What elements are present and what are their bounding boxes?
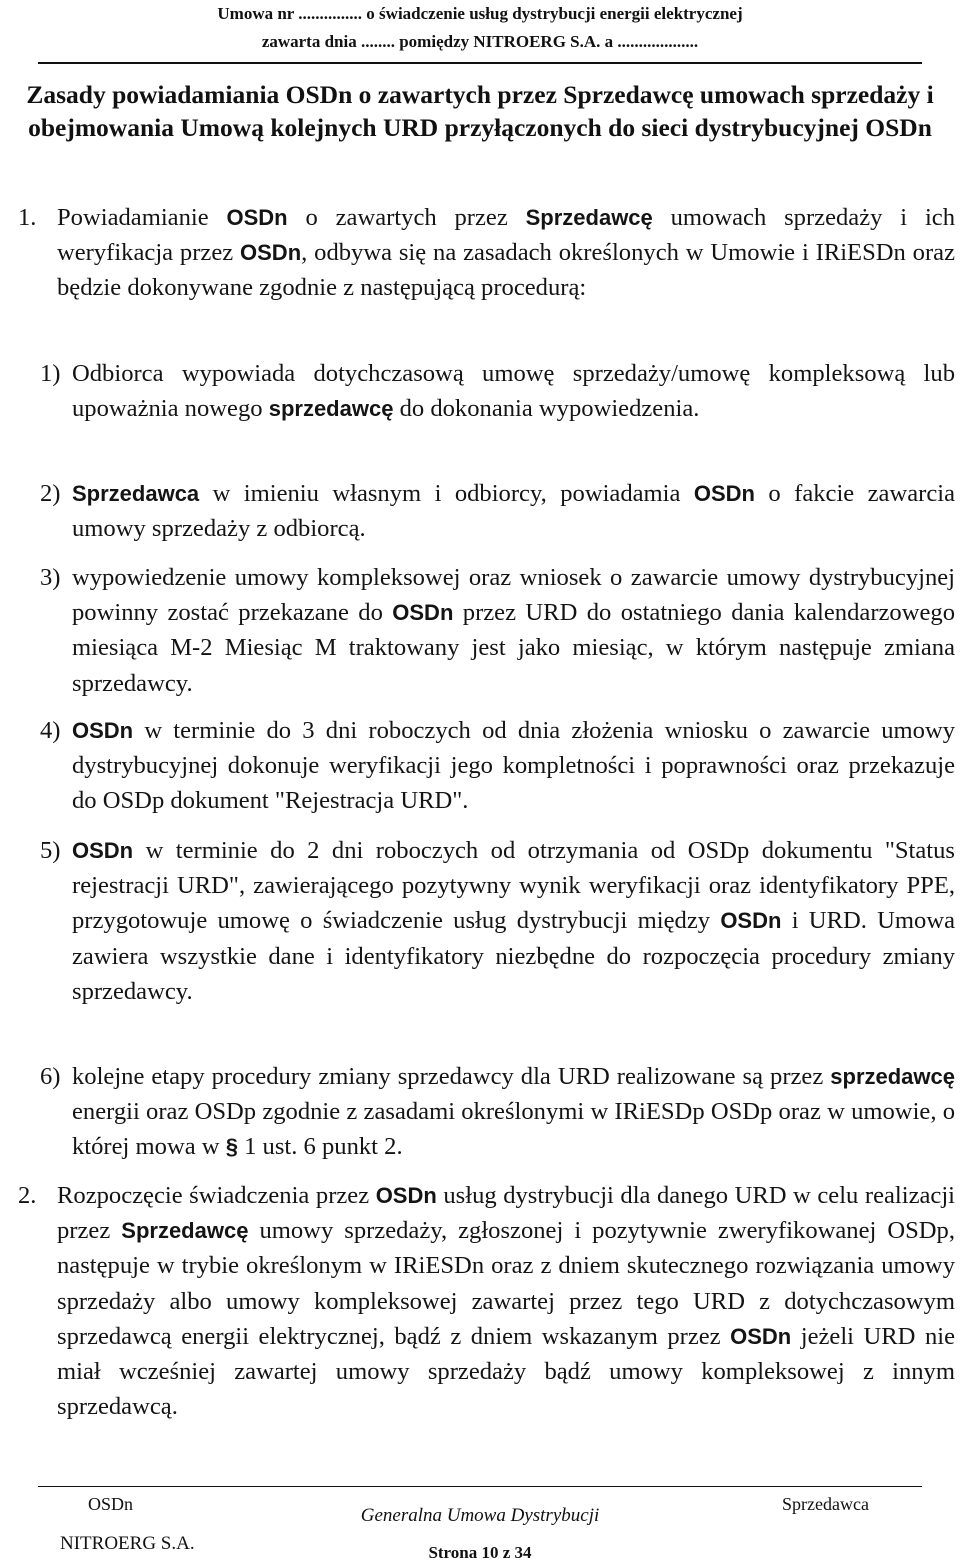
item-6-text: kolejne etapy procedury zmiany sprzedawcy dla URD realizowane są przez sprzedawcę energii oraz OSDp zgodnie z zasadami określonymi w IRiESDp OSDp oraz w umowie, o której mowa w § 1 ust. 6 punkt 2. [72, 1063, 955, 1161]
header-divider [38, 62, 922, 64]
item-5-label: 5) [40, 837, 61, 864]
item-3-label: 3) [40, 564, 61, 591]
item-3-text: wypowiedzenie umowy kompleksowej oraz wniosek o zawarcie umowy dystrybucyjnej powinny zostać przekazane do OSDn przez URD do ostatniego dania kalendarzowego miesiąca M-2 Miesiąc M traktowany jest jako miesiąc, w którym następuje zmiana sprzedawcy. [72, 564, 955, 697]
paragraph-sign: § [225, 1134, 238, 1160]
item-2-text: Sprzedawca w imieniu własnym i odbiorcy, powiadamia OSDn o fakcie zawarcia umowy sprzedaży z odbiorcą. [72, 480, 955, 543]
footer-right-role: Sprzedawca [782, 1494, 869, 1514]
item-5-text: OSDn w terminie do 2 dni roboczych od otrzymania od OSDp dokumentu "Status rejestracji URD", zawierającego pozytywny wynik weryfikacji oraz identyfikatory PPE, przygotowuje umowę o świadczenie usług dystrybucji między OSDn i URD. Umowa zawiera wszystkie dane i identyfikatory niezbędne do rozpoczęcia procedury zmiany sprzedawcy. [72, 837, 956, 1005]
header-line-parties: zawarta dnia ........ pomiędzy NITROERG S.A. a ................... [261, 32, 699, 51]
item-6-label: 6) [40, 1063, 61, 1090]
section-2-number: 2. [18, 1182, 37, 1209]
item-2-label: 2) [40, 480, 61, 507]
section-1-number: 1. [18, 204, 37, 231]
header-line-agreement: Umowa nr ............... o świadczenie usług dystrybucji energii elektrycznej [217, 4, 743, 23]
footer-divider [38, 1486, 922, 1487]
item-1-text: Odbiorca wypowiada dotychczasową umowę sprzedaży/umowę kompleksową lub upoważnia nowego sprzedawcę do dokonania wypowiedzenia. [72, 360, 955, 423]
section-2-text: Rozpoczęcie świadczenia przez OSDn usług dystrybucji dla danego URD w celu realizacji przez Sprzedawcę umowy sprzedaży, zgłoszonej i pozytywnie zweryfikowanej OSDp, następuje w trybie określonym w IRiESDn oraz z dniem skutecznego rozwiązania umowy sprzedaży albo umowy kompleksowej zawartej przez tego URD z dotychczasowym sprzedawcą energii elektrycznej, bądź z dniem wskazanym przez OSDn jeżeli URD nie miał wcześniej zawartej umowy sprzedaży bądź umowy kompleksowej z innym sprzedawcą. [57, 1182, 956, 1421]
footer-contract-title: Generalna Umowa Dystrybucji [360, 1505, 600, 1526]
document-title: Zasady powiadamiania OSDn o zawartych przez Sprzedawcę umowach sprzedaży i obejmowania Umową kolejnych URD przyłączonych do sieci dystrybucyjnej OSDn [26, 80, 934, 142]
footer-company: NITROERG S.A. [60, 1533, 195, 1554]
footer-left-role: OSDn [88, 1494, 134, 1514]
item-1-label: 1) [40, 360, 61, 387]
section-1-text: Powiadamianie OSDn o zawartych przez Sprzedawcę umowach sprzedaży i ich weryfikacja przez OSDn, odbywa się na zasadach określonych w Umowie i IRiESDn oraz będzie dokonywane zgodnie z następującą procedurą: [57, 204, 956, 302]
item-4-text: OSDn w terminie do 3 dni roboczych od dnia złożenia wniosku o zawarcie umowy dystrybucyjnej dokonuje weryfikacji jego kompletności i poprawności oraz przekazuje do OSDp dokument "Rejestracja URD". [72, 717, 955, 815]
page-number: Strona 10 z 34 [428, 1543, 532, 1562]
item-4-label: 4) [40, 717, 61, 744]
